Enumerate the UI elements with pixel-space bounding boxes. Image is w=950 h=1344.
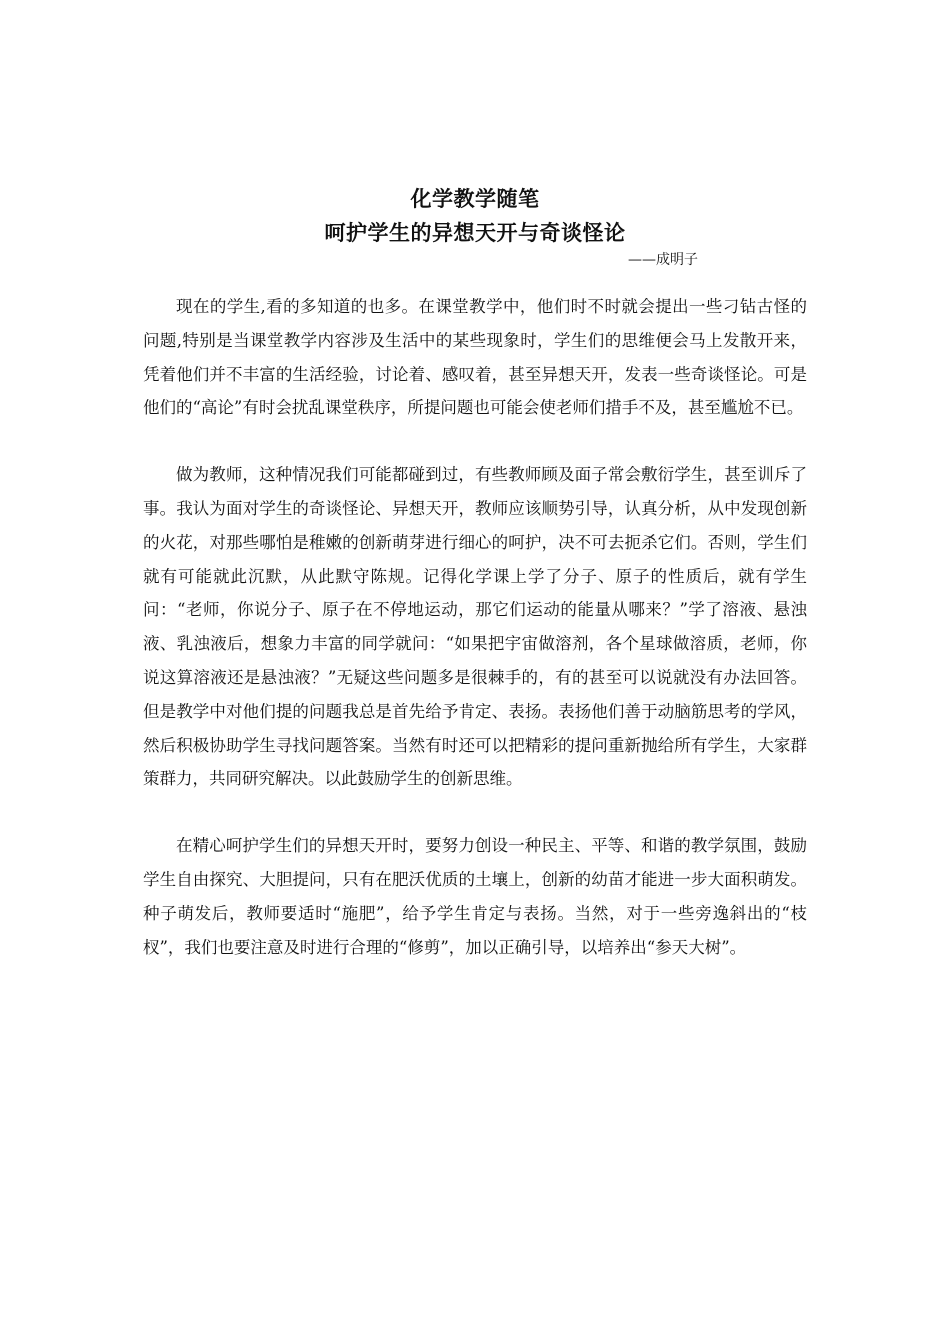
document-body [143,290,807,997]
document-subtitle: 呵护学生的异想天开与奇谈怪论 [324,221,626,245]
document-title: 化学教学随笔 [410,187,540,211]
paragraph-3: 在精心呵护学生们的异想天开时，要努力创设一种民主、平等、和谐的教学氛围，鼓励学生自由探究、大胆提问，只有在肥沃优质的土壤上，创新的幼苗才能进一步大面积萌发。种子萌发后，教师要适时“施肥”，给予学生肯定与表扬。当然，对于一些旁逸斜出的“枝杈”，我们也要注意及时进行合理的“修剪”，加以正确引导，以培养出“参天大树”。 [143,836,807,957]
paragraph-2: 做为教师，这种情况我们可能都碰到过，有些教师顾及面子常会敷衍学生，甚至训斥了事。我认为面对学生的奇谈怪论、异想天开，教师应该顺势引导，认真分析，从中发现创新的火花，对那些哪怕是稚嫩的创新萌芽进行细心的呵护，决不可去扼杀它们。否则，学生们就有可能就此沉默，从此默守陈规。记得化学课上学了分子、原子的性质后，就有学生问：“老师，你说分子、原子在不停地运动，那它们运动的能量从哪来？”学了溶液、悬浊液、乳浊液后，想象力丰富的同学就问：“如果把宇宙做溶剂，各个星球做溶质，老师，你说这算溶液还是悬浊液？”无疑这些问题多是很棘手的，有的甚至可以说就没有办法回答。但是教学中对他们提的问题我总是首先给予肯定、表扬。表扬他们善于动脑筋思考的学风，然后积极协助学生寻找问题答案。当然有时还可以把精彩的提问重新抛给所有学生，大家群策群力，共同研究解决。以此鼓励学生的创新思维。 [143,465,807,789]
author-byline: ——成明子 [628,252,698,268]
title-block [0,182,950,250]
paragraph-1: 现在的学生,看的多知道的也多。在课堂教学中，他们时不时就会提出一些刁钻古怪的问题,特别是当课堂教学内容涉及生活中的某些现象时，学生们的思维便会马上发散开来，凭着他们并不丰富的生活经验，讨论着、感叹着，甚至异想天开，发表一些奇谈怪论。可是他们的“高论”有时会扰乱课堂秩序，所提问题也可能会使老师们措手不及，甚至尴尬不已。 [143,297,807,418]
